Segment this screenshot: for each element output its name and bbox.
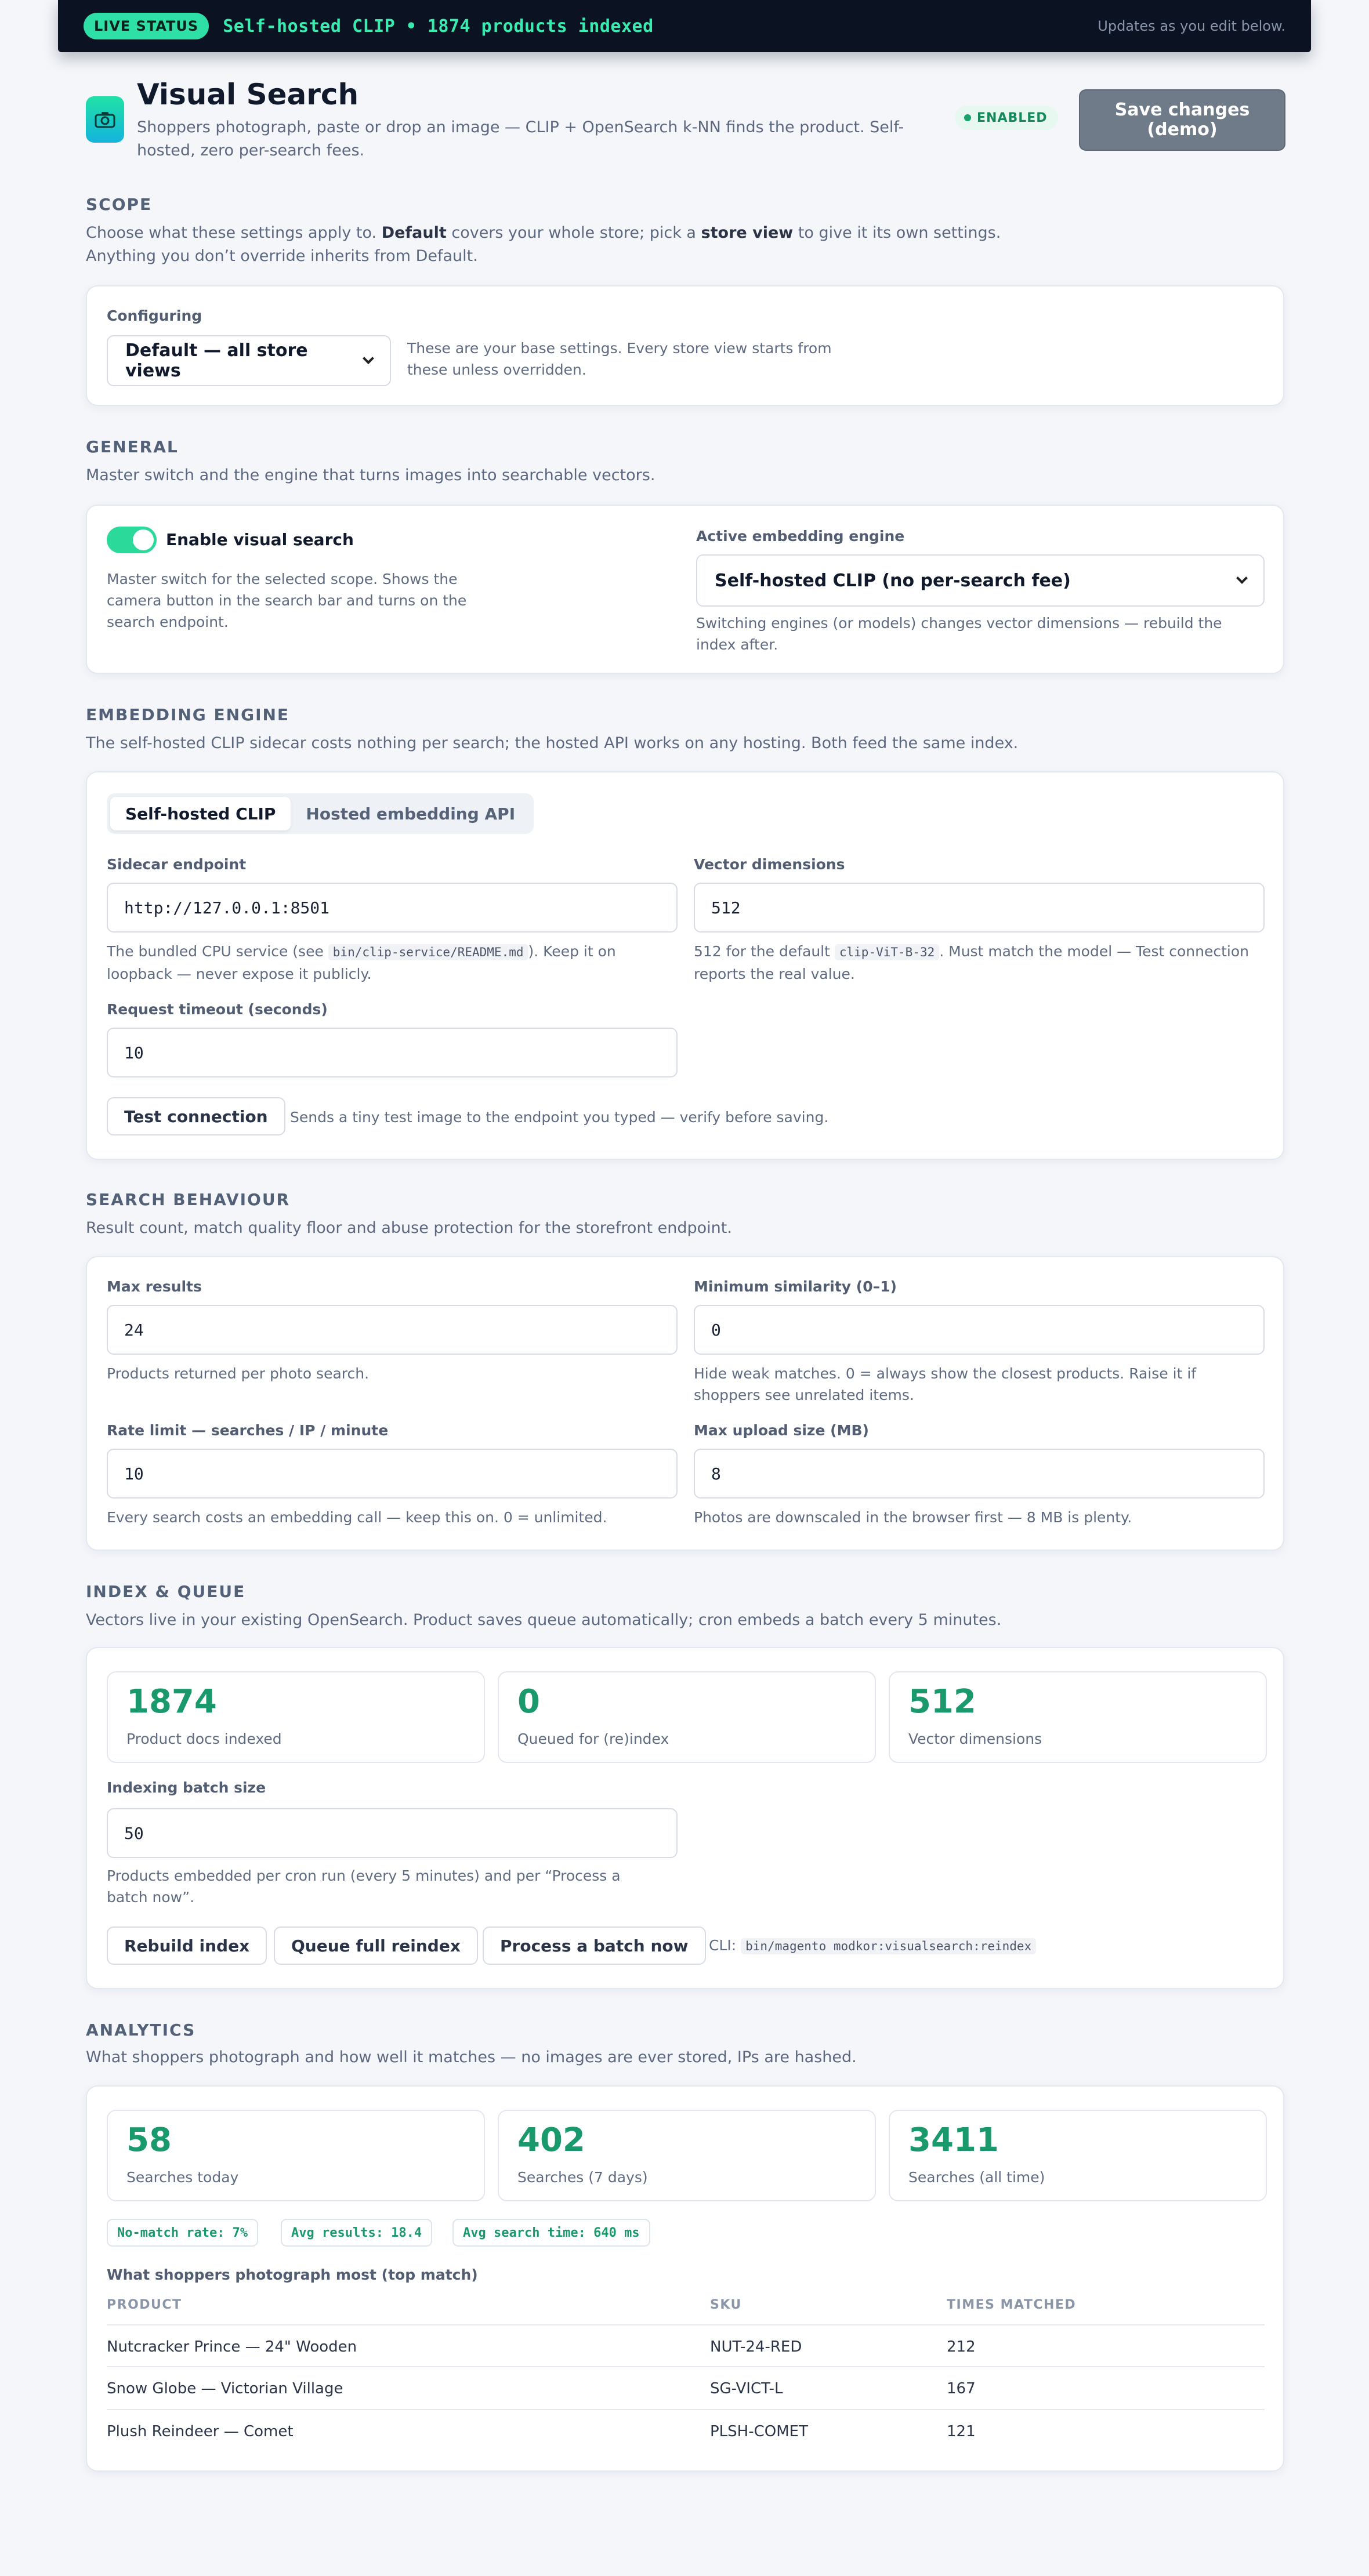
section-desc-behaviour: Result count, match quality floor and abuse protection for the storefront endpoint. <box>86 1219 732 1237</box>
engine-hint: Switching engines (or models) changes vector dimensions — rebuild the index after. <box>696 615 1222 653</box>
stat-searches-7-days <box>498 2110 876 2201</box>
behaviour-card <box>86 1256 1284 1551</box>
enable-visual-search-hint: Master switch for the selected scope. Shows the camera button in the search bar and turns on the search endpoint. <box>107 571 467 630</box>
status-badge-label: ENABLED <box>977 110 1048 125</box>
engine-select[interactable] <box>696 554 1265 607</box>
table-cell-count: 212 <box>947 2338 976 2356</box>
stat-docs-indexed <box>107 1671 485 1763</box>
enable-visual-search-label: Enable visual search <box>166 530 354 549</box>
section-desc-index: Vectors live in your existing OpenSearch. Product saves queue automatically; cron embeds a batch every 5 minutes. <box>86 1611 1002 1629</box>
section-desc-scope: Choose what these settings apply to. Default covers your whole store; pick a store view to give it its own settings. Anything you don’t override inherits from Default. <box>86 224 1001 265</box>
live-status-text: Self-hosted CLIP • 1874 products indexed <box>223 16 654 37</box>
configuring-label: Configuring <box>107 307 202 324</box>
queue-full-reindex-button[interactable]: Queue full reindex <box>274 1926 478 1965</box>
scope-select[interactable] <box>107 335 391 386</box>
chevron-down-icon <box>363 353 374 364</box>
engine-label: Active embedding engine <box>696 528 905 545</box>
batch-size-input[interactable]: 50 <box>107 1808 678 1858</box>
rebuild-index-button[interactable]: Rebuild index <box>107 1926 267 1965</box>
min-similarity-hint: Hide weak matches. 0 = always show the closest products. Raise it if shoppers see unrelated items. <box>694 1365 1197 1403</box>
section-desc-general: Master switch and the engine that turns images into searchable vectors. <box>86 466 655 484</box>
sidecar-endpoint-hint: The bundled CPU service (see bin/clip-service/README.md ). Keep it on loopback — never expose it publicly. <box>107 943 616 982</box>
stat-label: Queued for (re)index <box>517 1730 669 1747</box>
scope-hint: These are your base settings. Every store view starts from these unless overridden. <box>407 340 832 378</box>
column-header-sku: SKU <box>710 2298 742 2312</box>
stat-queued <box>498 1671 876 1763</box>
page-header <box>86 75 1284 168</box>
stat-value: 1874 <box>126 1683 217 1721</box>
test-connection-hint: Sends a tiny test image to the endpoint you typed — verify before saving. <box>290 1109 829 1126</box>
stat-vector-dimensions <box>889 1671 1267 1763</box>
scope-select-value: Default — all store views <box>125 340 308 381</box>
no-match-rate-chip: No-match rate: 7% <box>107 2219 258 2247</box>
max-upload-label: Max upload size (MB) <box>694 1422 869 1439</box>
table-cell-product: Snow Globe — Victorian Village <box>107 2380 343 2397</box>
batch-size-hint: Products embedded per cron run (every 5 minutes) and per “Process a batch now”. <box>107 1867 621 1906</box>
section-title-behaviour: SEARCH BEHAVIOUR <box>86 1190 291 1209</box>
status-badge <box>955 106 1058 130</box>
toggle-knob <box>133 529 154 550</box>
live-status-bar <box>58 0 1311 52</box>
table-cell-count: 121 <box>947 2423 976 2440</box>
table-divider <box>107 2409 1265 2410</box>
test-connection-button[interactable]: Test connection <box>107 1097 285 1135</box>
rate-limit-label: Rate limit — searches / IP / minute <box>107 1422 389 1439</box>
page-subtitle: Shoppers photograph, paste or drop an image — CLIP + OpenSearch k-NN finds the product. Self-hosted, zero per-search fees. <box>137 118 904 159</box>
min-similarity-label: Minimum similarity (0–1) <box>694 1278 897 1295</box>
tab-self-hosted-clip[interactable]: Self-hosted CLIP <box>110 797 291 830</box>
cli-command: CLI: bin/magento modkor:visualsearch:reindex <box>709 1935 1036 1957</box>
stat-value: 58 <box>126 2121 172 2159</box>
column-header-product: PRODUCT <box>107 2298 182 2312</box>
stat-label: Searches (7 days) <box>517 2169 648 2186</box>
stat-label: Searches today <box>126 2169 239 2186</box>
page-title: Visual Search <box>137 78 359 111</box>
stat-label: Searches (all time) <box>908 2169 1045 2186</box>
stat-value: 512 <box>908 1683 976 1721</box>
camera-icon <box>86 96 124 143</box>
max-results-hint: Products returned per photo search. <box>107 1365 370 1382</box>
engine-tabs <box>107 793 534 834</box>
batch-size-label: Indexing batch size <box>107 1779 266 1796</box>
engine-select-value: Self-hosted CLIP (no per-search fee) <box>715 570 1071 591</box>
save-button[interactable]: Save changes (demo) <box>1079 89 1285 151</box>
table-divider <box>107 2324 1265 2325</box>
avg-results-chip: Avg results: 18.4 <box>281 2219 432 2247</box>
max-results-label: Max results <box>107 1278 202 1295</box>
stat-searches-all-time <box>889 2110 1267 2201</box>
column-header-times-matched: TIMES MATCHED <box>947 2298 1077 2312</box>
max-upload-input[interactable]: 8 <box>694 1449 1265 1499</box>
avg-search-time-chip: Avg search time: 640 ms <box>452 2219 650 2247</box>
status-dot-icon <box>964 114 971 121</box>
top-matches-title: What shoppers photograph most (top match) <box>107 2266 478 2283</box>
rate-limit-input[interactable]: 10 <box>107 1449 678 1499</box>
request-timeout-label: Request timeout (seconds) <box>107 1001 328 1018</box>
table-cell-sku: PLSH-COMET <box>710 2423 808 2440</box>
stat-value: 0 <box>517 1683 540 1721</box>
vector-dimensions-input[interactable]: 512 <box>694 883 1265 933</box>
general-card <box>86 505 1284 674</box>
section-desc-analytics: What shoppers photograph and how well it matches — no images are ever stored, IPs are hashed. <box>86 2048 857 2066</box>
chevron-down-icon <box>1236 572 1248 584</box>
sidecar-endpoint-input[interactable]: http://127.0.0.1:8501 <box>107 883 678 933</box>
sidecar-endpoint-label: Sidecar endpoint <box>107 856 247 873</box>
section-desc-engine: The self-hosted CLIP sidecar costs nothing per search; the hosted API works on any hosting. Both feed the same index. <box>86 734 1019 752</box>
max-upload-hint: Photos are downscaled in the browser first — 8 MB is plenty. <box>694 1509 1132 1526</box>
rate-limit-hint: Every search costs an embedding call — keep this on. 0 = unlimited. <box>107 1509 607 1526</box>
scope-card <box>86 285 1284 406</box>
process-batch-button[interactable]: Process a batch now <box>483 1926 706 1965</box>
analytics-card <box>86 2085 1284 2472</box>
stat-label: Vector dimensions <box>908 1730 1042 1747</box>
tab-hosted-embedding-api[interactable]: Hosted embedding API <box>306 804 516 823</box>
section-title-analytics: ANALYTICS <box>86 2020 196 2040</box>
table-cell-count: 167 <box>947 2380 976 2397</box>
vector-dimensions-hint: 512 for the default clip-ViT-B-32 . Must match the model — Test connection reports the real value. <box>694 943 1249 982</box>
enable-visual-search-toggle[interactable] <box>107 527 157 553</box>
index-card <box>86 1647 1284 1989</box>
request-timeout-input[interactable]: 10 <box>107 1028 678 1077</box>
live-status-note: Updates as you edit below. <box>1098 18 1285 34</box>
stat-label: Product docs indexed <box>126 1730 282 1747</box>
stat-value: 3411 <box>908 2121 999 2159</box>
min-similarity-input[interactable]: 0 <box>694 1305 1265 1355</box>
section-title-engine: EMBEDDING ENGINE <box>86 705 290 724</box>
engine-card <box>86 771 1284 1160</box>
section-title-general: GENERAL <box>86 437 179 456</box>
table-cell-sku: SG-VICT-L <box>710 2380 783 2397</box>
table-cell-product: Nutcracker Prince — 24" Wooden <box>107 2338 357 2356</box>
vector-dimensions-label: Vector dimensions <box>694 856 845 873</box>
live-status-pill: LIVE STATUS <box>84 13 209 39</box>
table-divider <box>107 2366 1265 2367</box>
section-title-scope: SCOPE <box>86 195 153 214</box>
section-title-index: INDEX & QUEUE <box>86 1582 246 1601</box>
table-cell-product: Plush Reindeer — Comet <box>107 2423 294 2440</box>
max-results-input[interactable]: 24 <box>107 1305 678 1355</box>
stat-searches-today <box>107 2110 485 2201</box>
table-cell-sku: NUT-24-RED <box>710 2338 802 2356</box>
stat-value: 402 <box>517 2121 585 2159</box>
